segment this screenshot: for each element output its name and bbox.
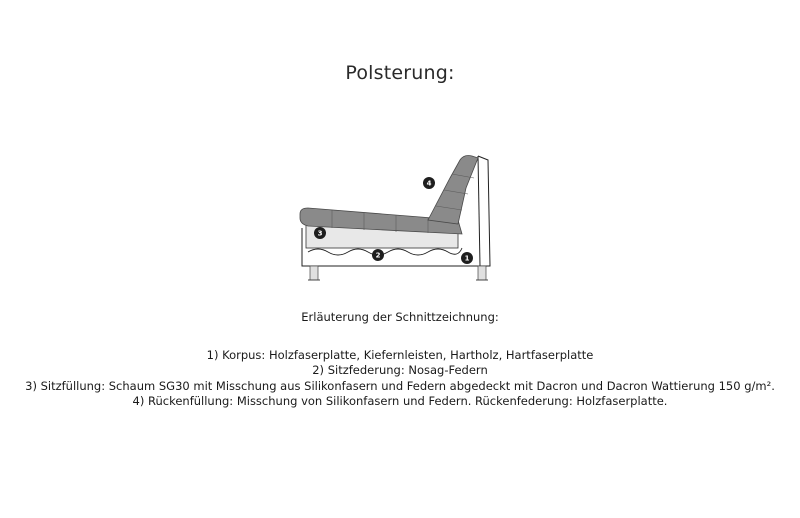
legend <box>0 310 800 410</box>
legend-item-1: 1) Korpus: Holzfaserplatte, Kiefernleisten, Hartholz, Hartfaserplatte <box>206 347 594 362</box>
marker-1 <box>461 252 473 264</box>
marker-3-label: 3 <box>317 229 323 238</box>
marker-1-label: 1 <box>464 254 470 263</box>
legend-item-2: 2) Sitzfederung: Nosag-Federn <box>312 363 488 377</box>
back-leg <box>478 266 486 280</box>
marker-3 <box>314 227 326 239</box>
legend-item-4: 4) Rückenfüllung: Misschung von Silikonfasern und Federn. Rückenfederung: Holzfaserplatte. <box>132 394 668 408</box>
seat-springs <box>308 248 462 255</box>
marker-4 <box>423 177 435 189</box>
back-cushion <box>428 156 478 225</box>
marker-2 <box>372 249 384 261</box>
front-leg <box>310 266 318 280</box>
legend-item-3: 3) Sitzfüllung: Schaum SG30 mit Misschung aus Silikonfasern und Federn abgedeckt mit Dacron und Dacron Wattierung 150 g/m². <box>25 378 775 393</box>
legend-heading: Erläuterung der Schnittzeichnung: <box>301 310 499 324</box>
sofa-cross-section-drawing <box>290 148 510 290</box>
page-title: Polsterung: <box>345 62 455 84</box>
marker-2-label: 2 <box>375 251 381 260</box>
marker-4-label: 4 <box>426 179 432 188</box>
